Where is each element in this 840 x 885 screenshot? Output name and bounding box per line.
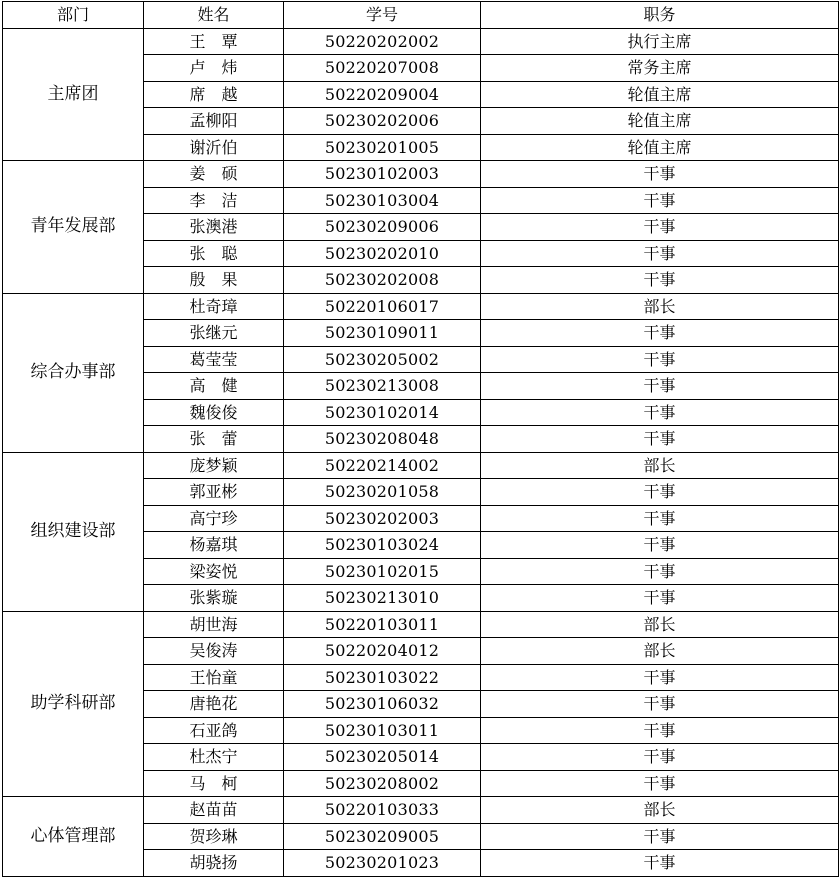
id-cell: 50230103011	[284, 717, 481, 744]
name-cell: 石亚鸽	[144, 717, 284, 744]
name-cell: 张继元	[144, 320, 284, 347]
role-cell: 干事	[481, 717, 839, 744]
name-cell: 卢 炜	[144, 55, 284, 82]
role-cell: 部长	[481, 293, 839, 320]
role-cell: 干事	[481, 267, 839, 294]
name-cell: 孟柳阳	[144, 108, 284, 135]
id-cell: 50230103022	[284, 664, 481, 691]
id-cell: 50220103011	[284, 611, 481, 638]
header-role: 职务	[481, 2, 839, 29]
role-cell: 干事	[481, 558, 839, 585]
name-cell: 郭亚彬	[144, 479, 284, 506]
role-cell: 干事	[481, 744, 839, 771]
role-cell: 干事	[481, 161, 839, 188]
header-name: 姓名	[144, 2, 284, 29]
role-cell: 干事	[481, 240, 839, 267]
table-row	[3, 452, 839, 479]
id-cell: 50220103033	[284, 797, 481, 824]
name-cell: 殷 果	[144, 267, 284, 294]
id-cell: 50230201005	[284, 134, 481, 161]
member-table	[2, 1, 839, 877]
name-cell: 李 洁	[144, 187, 284, 214]
role-cell: 干事	[481, 664, 839, 691]
id-cell: 50230109011	[284, 320, 481, 347]
id-cell: 50230103024	[284, 532, 481, 559]
name-cell: 张 聪	[144, 240, 284, 267]
name-cell: 葛莹莹	[144, 346, 284, 373]
id-cell: 50220202002	[284, 28, 481, 55]
dept-cell: 心体管理部	[3, 797, 144, 877]
role-cell: 干事	[481, 850, 839, 877]
role-cell: 部长	[481, 638, 839, 665]
id-cell: 50230202006	[284, 108, 481, 135]
table-row	[3, 797, 839, 824]
id-cell: 50230213008	[284, 373, 481, 400]
id-cell: 50230209005	[284, 823, 481, 850]
name-cell: 魏俊俊	[144, 399, 284, 426]
dept-cell: 综合办事部	[3, 293, 144, 452]
name-cell: 梁姿悦	[144, 558, 284, 585]
role-cell: 部长	[481, 611, 839, 638]
name-cell: 马 柯	[144, 770, 284, 797]
role-cell: 干事	[481, 214, 839, 241]
name-cell: 谢沂伯	[144, 134, 284, 161]
role-cell: 轮值主席	[481, 134, 839, 161]
dept-cell: 组织建设部	[3, 452, 144, 611]
id-cell: 50230102003	[284, 161, 481, 188]
name-cell: 席 越	[144, 81, 284, 108]
id-cell: 50230213010	[284, 585, 481, 612]
role-cell: 轮值主席	[481, 81, 839, 108]
name-cell: 杜杰宁	[144, 744, 284, 771]
name-cell: 贺珍琳	[144, 823, 284, 850]
id-cell: 50230102014	[284, 399, 481, 426]
id-cell: 50230202010	[284, 240, 481, 267]
role-cell: 常务主席	[481, 55, 839, 82]
id-cell: 50230102015	[284, 558, 481, 585]
role-cell: 干事	[481, 532, 839, 559]
id-cell: 50230103004	[284, 187, 481, 214]
header-row	[3, 2, 839, 29]
name-cell: 杜奇璋	[144, 293, 284, 320]
id-cell: 50220207008	[284, 55, 481, 82]
name-cell: 王 覃	[144, 28, 284, 55]
name-cell: 庞梦颖	[144, 452, 284, 479]
table-header	[3, 2, 839, 29]
role-cell: 部长	[481, 452, 839, 479]
dept-cell: 青年发展部	[3, 161, 144, 294]
table-row	[3, 293, 839, 320]
id-cell: 50230205014	[284, 744, 481, 771]
role-cell: 干事	[481, 346, 839, 373]
dept-cell: 助学科研部	[3, 611, 144, 797]
role-cell: 干事	[481, 426, 839, 453]
id-cell: 50230209006	[284, 214, 481, 241]
role-cell: 干事	[481, 585, 839, 612]
role-cell: 干事	[481, 320, 839, 347]
id-cell: 50230201058	[284, 479, 481, 506]
role-cell: 轮值主席	[481, 108, 839, 135]
table-row	[3, 611, 839, 638]
name-cell: 张紫璇	[144, 585, 284, 612]
name-cell: 吴俊涛	[144, 638, 284, 665]
role-cell: 干事	[481, 823, 839, 850]
name-cell: 杨嘉琪	[144, 532, 284, 559]
table-row	[3, 28, 839, 55]
header-dept: 部门	[3, 2, 144, 29]
id-cell: 50230205002	[284, 346, 481, 373]
id-cell: 50220209004	[284, 81, 481, 108]
role-cell: 干事	[481, 770, 839, 797]
role-cell: 干事	[481, 505, 839, 532]
id-cell: 50230201023	[284, 850, 481, 877]
table-body	[3, 28, 839, 876]
id-cell: 50230106032	[284, 691, 481, 718]
id-cell: 50230208002	[284, 770, 481, 797]
id-cell: 50220106017	[284, 293, 481, 320]
role-cell: 干事	[481, 691, 839, 718]
id-cell: 50230202003	[284, 505, 481, 532]
role-cell: 干事	[481, 187, 839, 214]
dept-cell: 主席团	[3, 28, 144, 161]
role-cell: 部长	[481, 797, 839, 824]
id-cell: 50220214002	[284, 452, 481, 479]
name-cell: 姜 硕	[144, 161, 284, 188]
name-cell: 高宁珍	[144, 505, 284, 532]
header-id: 学号	[284, 2, 481, 29]
role-cell: 干事	[481, 373, 839, 400]
name-cell: 唐艳花	[144, 691, 284, 718]
name-cell: 王怡童	[144, 664, 284, 691]
role-cell: 执行主席	[481, 28, 839, 55]
name-cell: 赵苗苗	[144, 797, 284, 824]
name-cell: 高 健	[144, 373, 284, 400]
table-row	[3, 161, 839, 188]
role-cell: 干事	[481, 479, 839, 506]
role-cell: 干事	[481, 399, 839, 426]
name-cell: 张澳港	[144, 214, 284, 241]
name-cell: 胡骁扬	[144, 850, 284, 877]
id-cell: 50230202008	[284, 267, 481, 294]
id-cell: 50230208048	[284, 426, 481, 453]
name-cell: 张 蕾	[144, 426, 284, 453]
name-cell: 胡世海	[144, 611, 284, 638]
id-cell: 50220204012	[284, 638, 481, 665]
